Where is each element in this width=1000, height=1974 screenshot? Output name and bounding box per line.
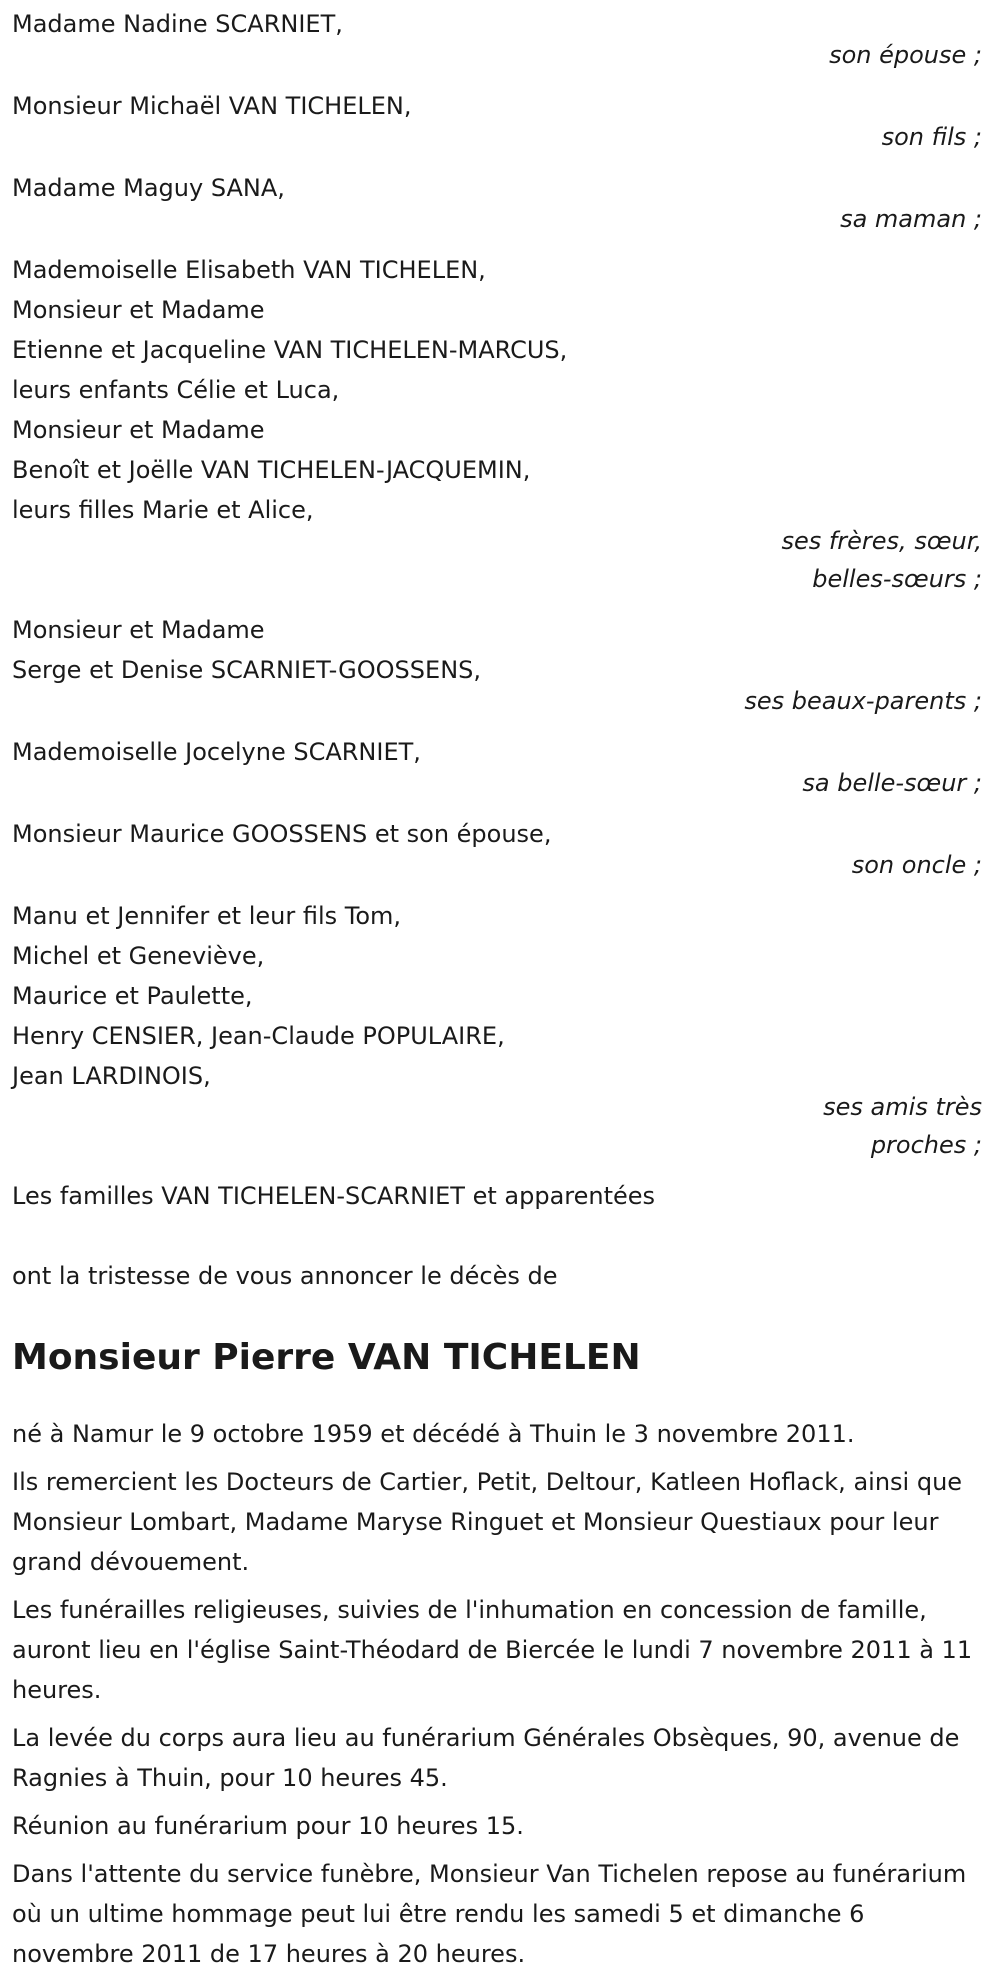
family-group bbox=[12, 168, 982, 238]
family-list bbox=[12, 4, 982, 1164]
family-group bbox=[12, 814, 982, 884]
family-member-name: Maurice et Paulette, bbox=[12, 982, 253, 1010]
family-member-name: Monsieur et Madame bbox=[12, 416, 265, 444]
relationship-text: ses beaux-parents ; bbox=[744, 687, 982, 715]
family-group bbox=[12, 610, 982, 720]
family-member-name: Madame Nadine SCARNIET, bbox=[12, 10, 343, 38]
relationship-label bbox=[12, 522, 982, 598]
family-group bbox=[12, 896, 982, 1164]
family-member-name: Henry CENSIER, Jean-Claude POPULAIRE, bbox=[12, 1022, 505, 1050]
detail-paragraph: Dans l'attente du service funèbre, Monsieur Van Tichelen repose au funérarium où un ultime hommage peut lui être rendu les samedi 5 et dimanche 6 novembre 2011 de 17 heures à 20 heures. bbox=[12, 1860, 967, 1968]
detail-paragraph: La levée du corps aura lieu au funérarium Générales Obsèques, 90, avenue de Ragnies à Thuin, pour 10 heures 45. bbox=[12, 1724, 960, 1792]
families-line: Les familles VAN TICHELEN-SCARNIET et apparentées bbox=[12, 1182, 656, 1210]
family-member-name: Madame Maguy SANA, bbox=[12, 174, 285, 202]
detail-paragraph: né à Namur le 9 octobre 1959 et décédé à Thuin le 3 novembre 2011. bbox=[12, 1420, 855, 1448]
family-member-name: Monsieur et Madame bbox=[12, 616, 265, 644]
relationship-text: son fils ; bbox=[881, 123, 982, 151]
family-member-name: Mademoiselle Elisabeth VAN TICHELEN, bbox=[12, 256, 486, 284]
details-section bbox=[12, 1414, 982, 1974]
relationship-text: sa maman ; bbox=[840, 205, 982, 233]
family-group bbox=[12, 250, 982, 598]
relationship-text: belles-sœurs ; bbox=[812, 565, 982, 593]
relationship-text: son épouse ; bbox=[829, 41, 982, 69]
relationship-text: son oncle ; bbox=[851, 851, 982, 879]
family-member-name: Serge et Denise SCARNIET-GOOSSENS, bbox=[12, 656, 482, 684]
relationship-text: proches ; bbox=[870, 1131, 982, 1159]
family-member-name: Jean LARDINOIS, bbox=[12, 1062, 211, 1090]
family-member-name: Monsieur Michaël VAN TICHELEN, bbox=[12, 92, 412, 120]
deceased-name: Monsieur Pierre VAN TICHELEN bbox=[12, 1337, 641, 1378]
detail-paragraph: Réunion au funérarium pour 10 heures 15. bbox=[12, 1812, 524, 1840]
relationship-text: sa belle-sœur ; bbox=[802, 769, 982, 797]
family-member-name: leurs filles Marie et Alice, bbox=[12, 496, 314, 524]
family-member-name: Monsieur et Madame bbox=[12, 296, 265, 324]
family-member-name: Manu et Jennifer et leur fils Tom, bbox=[12, 902, 402, 930]
family-member-name: Etienne et Jacqueline VAN TICHELEN-MARCUS, bbox=[12, 336, 568, 364]
relationship-text: ses amis très bbox=[823, 1093, 982, 1121]
family-member-name: Michel et Geneviève, bbox=[12, 942, 265, 970]
family-group bbox=[12, 732, 982, 802]
relationship-text: ses frères, sœur, bbox=[781, 527, 982, 555]
family-member-name: leurs enfants Célie et Luca, bbox=[12, 376, 340, 404]
family-group bbox=[12, 4, 982, 74]
family-member-name: Monsieur Maurice GOOSSENS et son épouse, bbox=[12, 820, 552, 848]
detail-paragraph: Les funérailles religieuses, suivies de l'inhumation en concession de famille, auront lieu en l'église Saint-Théodard de Biercée le lundi 7 novembre 2011 à 11 heures. bbox=[12, 1596, 973, 1704]
family-member-name: Benoît et Joëlle VAN TICHELEN-JACQUEMIN, bbox=[12, 456, 531, 484]
family-member-name: Mademoiselle Jocelyne SCARNIET, bbox=[12, 738, 421, 766]
family-group bbox=[12, 86, 982, 156]
announcement-line: ont la tristesse de vous annoncer le décès de bbox=[12, 1262, 558, 1290]
relationship-label bbox=[12, 1088, 982, 1164]
detail-paragraph: Ils remercient les Docteurs de Cartier, Petit, Deltour, Katleen Hoflack, ainsi que Monsieur Lombart, Madame Maryse Ringuet et Monsieur Questiaux pour leur grand dévouement. bbox=[12, 1468, 963, 1576]
